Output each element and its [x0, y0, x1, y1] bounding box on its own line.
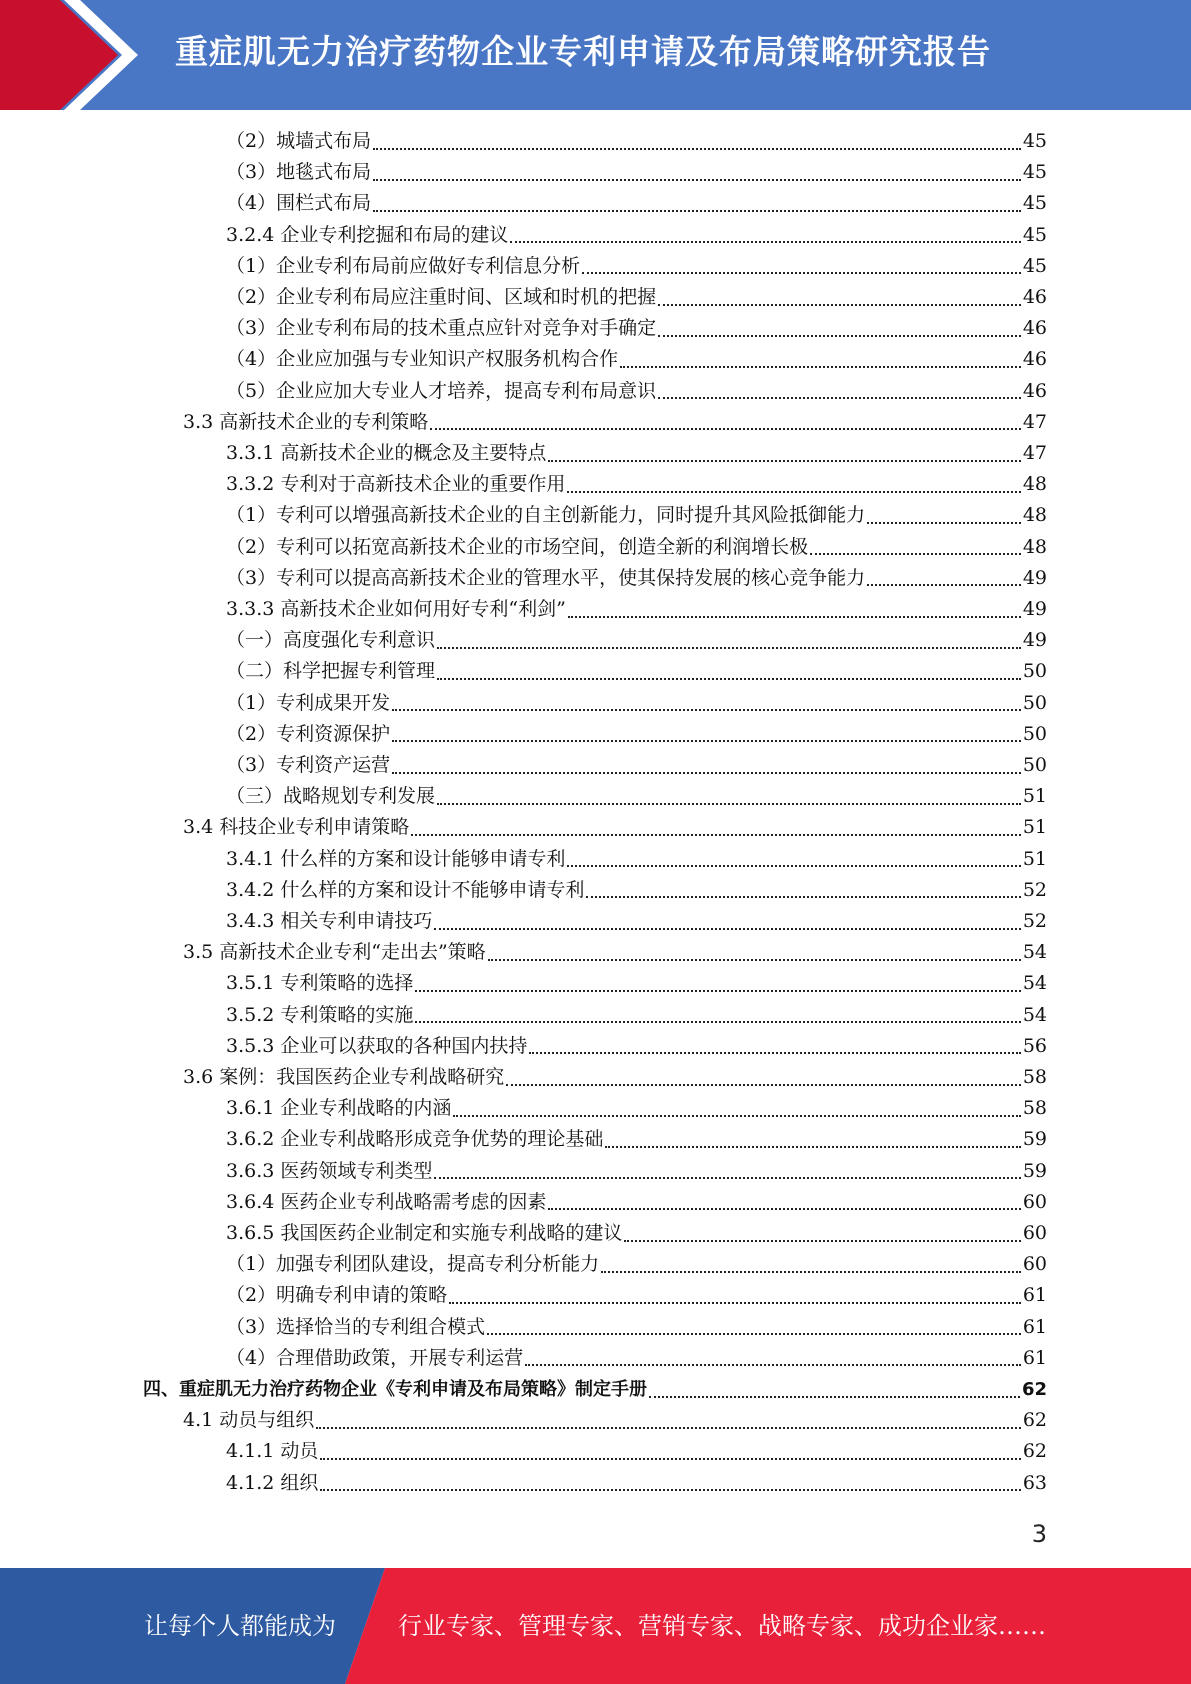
- toc-leader-dots: [487, 1333, 1021, 1335]
- toc-entry-label: 3.4 科技企业专利申请策略: [183, 816, 410, 839]
- toc-entry-label: 3.5 高新技术企业专利“走出去”策略: [183, 941, 486, 964]
- toc-entry-page: 61: [1022, 1346, 1047, 1369]
- toc-leader-dots: [658, 397, 1021, 399]
- toc-leader-dots: [548, 1208, 1020, 1210]
- toc-leader-dots: [411, 834, 1021, 836]
- toc-entry-label: （3）选择恰当的专利组合模式: [226, 1315, 486, 1338]
- toc-entry-page: 61: [1022, 1315, 1047, 1338]
- toc-entry-page: 45: [1022, 254, 1047, 277]
- toc-leader-dots: [373, 148, 1021, 150]
- toc-entry-label: 3.4.2 什么样的方案和设计不能够申请专利: [226, 878, 585, 901]
- toc-leader-dots: [449, 1302, 1021, 1304]
- toc-leader-dots: [658, 335, 1021, 337]
- toc-entry-label: （3）地毯式布局: [226, 161, 372, 184]
- toc-entry[interactable]: [226, 1187, 1047, 1218]
- toc-entry[interactable]: [226, 1249, 1047, 1280]
- toc-entry-page: 46: [1022, 317, 1047, 340]
- toc-entry[interactable]: [226, 1124, 1047, 1155]
- toc-entry[interactable]: [226, 563, 1047, 594]
- toc-leader-dots: [437, 647, 1021, 649]
- toc-leader-dots: [316, 1427, 1021, 1429]
- toc-entry[interactable]: [226, 220, 1047, 251]
- toc-entry-label: 3.3.1 高新技术企业的概念及主要特点: [226, 442, 547, 464]
- toc-entry-page: 45: [1022, 192, 1047, 215]
- toc-entry-page: 59: [1022, 1159, 1047, 1182]
- toc-leader-dots: [488, 959, 1021, 961]
- toc-entry-label: （3）专利可以提高高新技术企业的管理水平，使其保持发展的核心竞争能力: [226, 566, 866, 589]
- toc-entry-label: （1）加强专利团队建设，提高专利分析能力: [226, 1253, 600, 1276]
- toc-entry-label: 4.1 动员与组织: [183, 1409, 315, 1432]
- toc-entry-label: （3）企业专利布局的技术重点应针对竞争对手确定: [226, 317, 657, 340]
- toc-leader-dots: [392, 709, 1021, 711]
- toc-entry-label: （1）专利可以增强高新技术企业的自主创新能力，同时提升其风险抵御能力: [226, 504, 866, 527]
- toc-entry-label: （三）战略规划专利发展: [226, 785, 436, 808]
- page-number: 3: [1031, 1520, 1047, 1548]
- toc-entry-page: 52: [1022, 910, 1047, 932]
- toc-entry[interactable]: [226, 251, 1047, 282]
- toc-entry-page: 54: [1022, 941, 1047, 964]
- toc-leader-dots: [568, 616, 1021, 618]
- toc-leader-dots: [620, 366, 1021, 368]
- toc-leader-dots: [810, 553, 1021, 555]
- toc-entry-label: 3.5.2 专利策略的实施: [226, 1003, 414, 1026]
- toc-entry-label: 四、重症肌无力治疗药物企业《专利申请及布局策略》制定手册: [143, 1379, 647, 1400]
- toc-entry-label: 3.5.1 专利策略的选择: [226, 972, 414, 995]
- toc-leader-dots: [567, 865, 1020, 867]
- toc-entry[interactable]: [226, 1031, 1047, 1062]
- header-banner: [0, 0, 1191, 110]
- toc-entry-label: （2）城墙式布局: [226, 130, 372, 152]
- footer-banner: [0, 1568, 1191, 1684]
- toc-entry-page: 49: [1022, 629, 1047, 652]
- toc-entry[interactable]: [226, 1343, 1047, 1374]
- toc-leader-dots: [582, 272, 1021, 274]
- toc-entry-page: 47: [1022, 410, 1047, 433]
- toc-entry-page: 59: [1022, 1128, 1047, 1151]
- toc-entry[interactable]: [226, 1000, 1047, 1031]
- toc-entry-label: 3.2.4 企业专利挖掘和布局的建议: [226, 223, 509, 246]
- toc-entry-page: 48: [1022, 473, 1047, 496]
- toc-entry[interactable]: [226, 1312, 1047, 1343]
- toc-entry-page: 45: [1022, 161, 1047, 184]
- toc-entry[interactable]: [226, 1218, 1047, 1249]
- toc-entry-page: 49: [1022, 566, 1047, 589]
- toc-entry-label: 3.4.3 相关专利申请技巧: [226, 910, 433, 932]
- toc-entry-label: （3）专利资产运营: [226, 754, 391, 776]
- toc-leader-dots: [658, 304, 1021, 306]
- toc-entry[interactable]: [226, 344, 1047, 375]
- toc-entry-page: 62: [1021, 1379, 1047, 1400]
- toc-entry-page: 50: [1022, 722, 1047, 745]
- toc-entry-page: 49: [1022, 598, 1047, 620]
- toc-entry-label: （2）明确专利申请的策略: [226, 1284, 448, 1307]
- toc-entry-page: 48: [1022, 504, 1047, 527]
- toc-leader-dots: [415, 990, 1020, 992]
- toc-entry-label: 3.6.5 我国医药企业制定和实施专利战略的建议: [226, 1222, 623, 1244]
- toc-leader-dots: [373, 210, 1021, 212]
- toc-leader-dots: [605, 1146, 1020, 1148]
- toc-entry-label: （4）围栏式布局: [226, 192, 372, 215]
- toc-entry-page: 47: [1022, 442, 1047, 464]
- toc-leader-dots: [434, 928, 1020, 930]
- toc-entry[interactable]: [226, 1436, 1047, 1467]
- footer-slogan-left: 让每个人都能成为: [144, 1612, 336, 1640]
- toc-entry[interactable]: [226, 500, 1047, 531]
- toc-entry-page: 50: [1022, 691, 1047, 714]
- toc-entry[interactable]: [183, 1062, 1047, 1093]
- toc-entry[interactable]: [226, 656, 1047, 687]
- toc-leader-dots: [434, 1177, 1020, 1179]
- toc-entry[interactable]: [226, 1093, 1047, 1124]
- toc-entry-page: 54: [1022, 972, 1047, 995]
- toc-entry[interactable]: [226, 126, 1047, 157]
- toc-entry-page: 48: [1022, 535, 1047, 558]
- toc-leader-dots: [867, 522, 1021, 524]
- toc-leader-dots: [867, 584, 1021, 586]
- toc-entry-page: 60: [1022, 1222, 1047, 1244]
- toc-entry-label: 3.3.2 专利对于高新技术企业的重要作用: [226, 473, 566, 496]
- toc-entry-page: 46: [1022, 348, 1047, 371]
- toc-leader-dots: [586, 896, 1020, 898]
- toc-entry-label: 3.6.2 企业专利战略形成竞争优势的理论基础: [226, 1128, 604, 1151]
- toc-entry[interactable]: [226, 1280, 1047, 1311]
- toc-leader-dots: [548, 460, 1020, 462]
- toc-entry-label: （2）企业专利布局应注重时间、区域和时机的把握: [226, 286, 657, 308]
- toc-entry-page: 60: [1022, 1190, 1047, 1213]
- toc-entry-label: 3.4.1 什么样的方案和设计能够申请专利: [226, 847, 566, 870]
- toc-entry-label: 4.1.2 组织: [226, 1471, 319, 1494]
- toc-entry[interactable]: [226, 282, 1047, 313]
- toc-entry[interactable]: [226, 906, 1047, 937]
- toc-entry[interactable]: [226, 875, 1047, 906]
- toc-entry-page: 62: [1022, 1440, 1047, 1463]
- toc-leader-dots: [320, 1489, 1020, 1491]
- toc-leader-dots: [525, 1364, 1021, 1366]
- toc-entry-label: 3.3 高新技术企业的专利策略: [183, 410, 429, 433]
- toc-entry-page: 58: [1022, 1097, 1047, 1120]
- toc-entry-label: （2）专利可以拓宽高新技术企业的市场空间，创造全新的利润增长极: [226, 535, 809, 558]
- toc-entry-page: 58: [1022, 1066, 1047, 1088]
- toc-leader-dots: [649, 1396, 1020, 1398]
- toc-entry-page: 51: [1022, 816, 1047, 839]
- toc-leader-dots: [415, 1021, 1020, 1023]
- toc-entry[interactable]: [183, 937, 1047, 968]
- toc-entry[interactable]: [226, 750, 1047, 781]
- toc-entry-page: 45: [1022, 130, 1047, 152]
- toc-entry[interactable]: [143, 1374, 1047, 1405]
- toc-entry[interactable]: [226, 1468, 1047, 1499]
- toc-leader-dots: [567, 491, 1020, 493]
- toc-entry-label: （4）企业应加强与专业知识产权服务机构合作: [226, 348, 619, 371]
- toc-entry[interactable]: [226, 719, 1047, 750]
- toc-entry-label: （1）专利成果开发: [226, 691, 391, 714]
- toc-entry-page: 54: [1022, 1003, 1047, 1026]
- toc-entry[interactable]: [183, 407, 1047, 438]
- toc-entry[interactable]: [226, 968, 1047, 999]
- toc-entry[interactable]: [226, 469, 1047, 500]
- toc-leader-dots: [392, 772, 1021, 774]
- toc-entry-label: （一）高度强化专利意识: [226, 629, 436, 652]
- toc-entry-label: （5）企业应加大专业人才培养，提高专利布局意识: [226, 379, 657, 402]
- toc-entry-label: （二）科学把握专利管理: [226, 660, 436, 683]
- toc-leader-dots: [453, 1115, 1020, 1117]
- toc-entry-label: 3.6.4 医药企业专利战略需考虑的因素: [226, 1190, 547, 1213]
- toc-entry-page: 56: [1022, 1034, 1047, 1057]
- toc-entry-label: （4）合理借助政策，开展专利运营: [226, 1346, 524, 1369]
- toc-entry-label: （2）专利资源保护: [226, 722, 391, 745]
- toc-leader-dots: [320, 1458, 1020, 1460]
- toc-entry[interactable]: [226, 157, 1047, 188]
- toc-entry[interactable]: [226, 376, 1047, 407]
- toc-entry[interactable]: [226, 781, 1047, 812]
- chevron-arrow-icon: [0, 0, 160, 110]
- toc-entry-page: 62: [1022, 1409, 1047, 1432]
- toc-entry[interactable]: [226, 1156, 1047, 1187]
- toc-leader-dots: [601, 1271, 1021, 1273]
- toc-entry[interactable]: [226, 438, 1047, 469]
- toc-entry[interactable]: [226, 532, 1047, 563]
- toc-leader-dots: [624, 1240, 1020, 1242]
- document-title: 重症肌无力治疗药物企业专利申请及布局策略研究报告: [175, 32, 991, 71]
- toc-leader-dots: [437, 678, 1021, 680]
- toc-leader-dots: [437, 803, 1021, 805]
- toc-entry-label: 3.6 案例：我国医药企业专利战略研究: [183, 1066, 505, 1088]
- toc-entry[interactable]: [183, 812, 1047, 843]
- toc-entry-page: 50: [1022, 660, 1047, 683]
- toc-entry-page: 45: [1022, 223, 1047, 246]
- toc-entry-page: 46: [1022, 379, 1047, 402]
- toc-leader-dots: [430, 428, 1021, 430]
- toc-entry-page: 52: [1022, 878, 1047, 901]
- toc-entry-page: 51: [1022, 785, 1047, 808]
- toc-entry[interactable]: [226, 313, 1047, 344]
- toc-entry-label: 3.6.3 医药领域专利类型: [226, 1159, 433, 1182]
- toc-entry-page: 63: [1022, 1471, 1047, 1494]
- toc-entry[interactable]: [226, 188, 1047, 219]
- toc-entry-label: 3.3.3 高新技术企业如何用好专利“利剑”: [226, 598, 566, 620]
- toc-entry[interactable]: [226, 594, 1047, 625]
- toc-entry-label: （1）企业专利布局前应做好专利信息分析: [226, 254, 581, 277]
- toc-entry-page: 51: [1022, 847, 1047, 870]
- toc-entry-label: 3.5.3 企业可以获取的各种国内扶持: [226, 1034, 528, 1057]
- toc-entry-page: 50: [1022, 754, 1047, 776]
- toc-entry-page: 60: [1022, 1253, 1047, 1276]
- toc-entry-label: 3.6.1 企业专利战略的内涵: [226, 1097, 452, 1120]
- toc-leader-dots: [392, 740, 1021, 742]
- toc-entry-page: 61: [1022, 1284, 1047, 1307]
- toc-entry[interactable]: [226, 688, 1047, 719]
- toc-entry[interactable]: [183, 1405, 1047, 1436]
- toc-leader-dots: [506, 1084, 1021, 1086]
- toc-leader-dots: [529, 1052, 1020, 1054]
- toc-entry-label: 4.1.1 动员: [226, 1440, 319, 1463]
- toc-entry[interactable]: [226, 625, 1047, 656]
- toc-entry[interactable]: [226, 844, 1047, 875]
- footer-slogan-right: 行业专家、管理专家、营销专家、战略专家、成功企业家……: [398, 1612, 1046, 1640]
- toc-leader-dots: [373, 179, 1021, 181]
- toc-entry-page: 46: [1022, 286, 1047, 308]
- toc-leader-dots: [510, 241, 1020, 243]
